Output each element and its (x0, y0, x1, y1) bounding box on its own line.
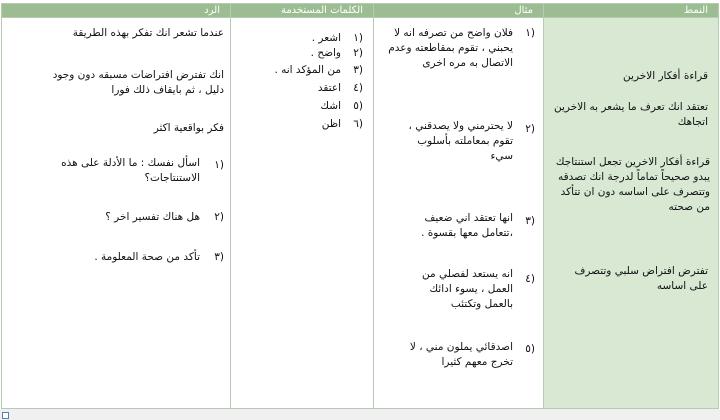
example-column (373, 4, 543, 408)
example-number: (٣ (525, 215, 535, 227)
word-number: (١ (353, 32, 363, 44)
reply-text: هل هناك تفسير اخر ؟ (105, 211, 200, 223)
word-text: اظن (321, 118, 341, 130)
example-text: انه يستعد لفصلي من العمل ، يسوء ادائك بالعمل وتكتئب (422, 268, 513, 310)
word-number: (٣ (353, 64, 363, 76)
pattern-text: قراءة أفكار الاخرين تجعل استنتاجك يبدو صحيحاً تماماً لدرجة انك تصدقه وتتصرف على اساسه دون ان تتأكد من صحته (555, 156, 710, 213)
example-number: (٤ (525, 273, 535, 285)
reply-text: اسأل نفسك : ما الأدلة على هذه الاستنتاجات؟ (61, 157, 200, 184)
example-header: مثال (374, 4, 543, 18)
pattern-text: قراءة أفكار الاخرين (623, 70, 708, 82)
word-number: (٢ (353, 47, 363, 59)
word-text: من المؤكد انه . (274, 64, 341, 76)
reply-column (2, 4, 230, 408)
pattern-header: النمط (544, 4, 718, 18)
example-text: لا يحترمني ولا يصدقني ، تقوم بمعاملته بأسلوب سيء (408, 120, 513, 162)
reply-text: تأكد من صحة المعلومة . (94, 251, 200, 263)
example-number: (٥ (525, 343, 535, 355)
example-number: (٢ (525, 123, 535, 135)
word-number: (٤ (353, 82, 363, 94)
word-number: (٥ (353, 100, 363, 112)
reply-number: (٢ (214, 211, 224, 223)
resize-handle[interactable] (2, 412, 9, 419)
reply-text: عندما تشعر انك تفكر بهذه الطريقة (72, 27, 224, 39)
word-text: اشعر . (311, 32, 341, 44)
word-text: واضح . (310, 47, 341, 59)
word-text: اعتقد (317, 82, 341, 94)
bottom-bar (0, 409, 720, 420)
thinking-pattern-table (1, 3, 719, 409)
pattern-text: تفترض افتراض سلبي وتتصرف على اساسه (574, 265, 708, 292)
words-header: الكلمات المستخدمة (231, 4, 373, 18)
example-number: (١ (525, 27, 535, 39)
pattern-text: تعتقد انك تعرف ما يشعر به الاخرين اتجاهك (554, 101, 708, 128)
example-text: فلان واضح من تصرفه انه لا يحبني ، تقوم بمقاطعته وعدم الاتصال به مره اخرى (388, 27, 513, 69)
reply-header: الرد (2, 4, 230, 18)
word-number: (٦ (353, 118, 363, 130)
reply-number: (٣ (214, 251, 224, 263)
reply-text: انك تفترض افتراضات مسبقه دون وجود دليل ، ثم بايقاف ذلك فورا (52, 69, 224, 96)
word-text: اشك (320, 100, 341, 112)
words-column (230, 4, 373, 408)
reply-text: فكر بواقعية اكثر (153, 122, 224, 134)
reply-number: (١ (214, 159, 224, 171)
example-text: انها تعتقد اني ضعيف ،تتعامل معها بقسوة . (421, 212, 513, 239)
pattern-column (543, 4, 718, 408)
example-text: اصدقائي يملون مني ، لا تخرج معهم كثيرا (409, 341, 513, 368)
